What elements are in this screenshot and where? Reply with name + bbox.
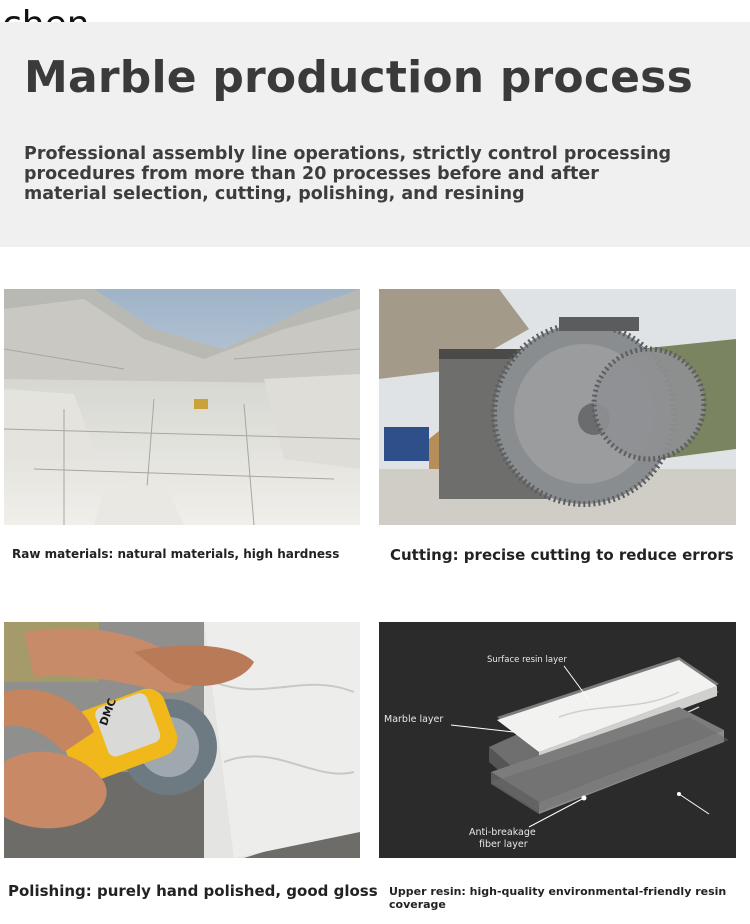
caption-raw-materials: Raw materials: natural materials, high hardness (12, 547, 340, 561)
page-subtitle: Professional assembly line operations, strictly control processing procedures from more than 20 processes before and after material selection, cutting, polishing, and resining (24, 144, 672, 204)
marble-layer-label: Marble layer (384, 714, 444, 725)
caption-polishing: Polishing: purely hand polished, good gloss (8, 882, 378, 900)
polishing-photo (4, 622, 360, 858)
quarry-photo (4, 289, 360, 525)
page-title: Marble production process (24, 52, 693, 103)
cutting-photo (379, 289, 736, 525)
fiber-layer-label-line2: fiber layer (479, 839, 528, 850)
header-banner (0, 22, 750, 247)
caption-cutting: Cutting: precise cutting to reduce errors (390, 546, 734, 564)
caption-upper-resin: Upper resin: high-quality environmental-friendly resin coverage (389, 885, 727, 911)
grinder-brand-text: DMC (97, 696, 119, 728)
fiber-layer-label-line1: Anti-breakage (469, 827, 536, 838)
resin-diagram (379, 622, 736, 858)
surface-resin-label: Surface resin layer (487, 655, 567, 665)
